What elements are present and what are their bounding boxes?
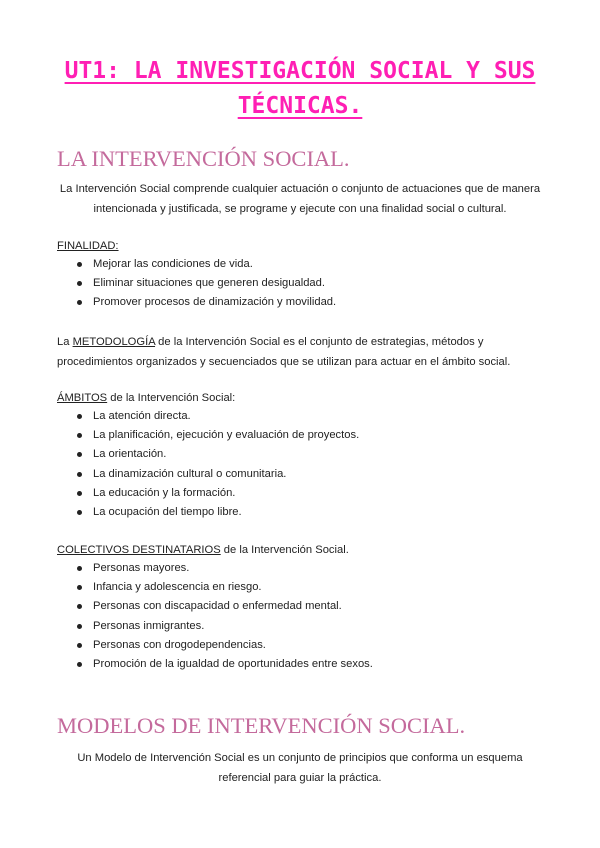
list-item: La ocupación del tiempo libre. — [57, 503, 359, 522]
bullet-icon — [77, 262, 82, 267]
bullet-icon — [77, 433, 82, 438]
colectivos-term: COLECTIVOS DESTINATARIOS — [57, 544, 221, 556]
list-item: Personas con discapacidad o enfermedad mental. — [57, 597, 373, 616]
bullet-icon — [77, 624, 82, 629]
bullet-icon — [77, 300, 82, 305]
list-item: La educación y la formación. — [57, 484, 359, 503]
colectivos-list — [57, 559, 373, 674]
ambitos-term: ÁMBITOS — [57, 392, 108, 404]
section-heading-intervencion: LA INTERVENCIÓN SOCIAL. — [57, 146, 350, 171]
bullet-icon — [77, 662, 82, 667]
document-title: UT1: LA INVESTIGACIÓN SOCIAL Y SUS TÉCNICAS. — [64, 58, 536, 119]
intervencion-definition: La Intervención Social comprende cualquier actuación o conjunto de actuaciones que de manera intencionada y justificada, se programe y ejecute con una finalidad social o cultural. — [59, 183, 541, 215]
section-heading-modelos: MODELOS DE INTERVENCIÓN SOCIAL. — [57, 713, 466, 738]
list-item: Mejorar las condiciones de vida. — [57, 255, 336, 274]
list-item: La orientación. — [57, 445, 359, 464]
bullet-icon — [77, 585, 82, 590]
list-item: La dinamización cultural o comunitaria. — [57, 465, 359, 484]
list-item: Infancia y adolescencia en riesgo. — [57, 578, 373, 597]
list-item: Eliminar situaciones que generen desigualdad. — [57, 274, 336, 293]
bullet-icon — [77, 491, 82, 496]
bullet-icon — [77, 604, 82, 609]
bullet-icon — [77, 452, 82, 457]
finalidad-label — [57, 236, 557, 256]
bullet-icon — [77, 414, 82, 419]
bullet-icon — [77, 281, 82, 286]
list-item: Promover procesos de dinamización y movilidad. — [57, 293, 336, 312]
list-item: Promoción de la igualdad de oportunidades entre sexos. — [57, 655, 373, 674]
ambitos-label: ÁMBITOS de la Intervención Social: — [57, 392, 236, 404]
list-item: Personas mayores. — [57, 559, 373, 578]
bullet-icon — [77, 510, 82, 515]
bullet-icon — [77, 472, 82, 477]
list-item: La planificación, ejecución y evaluación de proyectos. — [57, 426, 359, 445]
list-item: Personas inmigrantes. — [57, 617, 373, 636]
finalidad-term: FINALIDAD: — [57, 240, 119, 252]
list-item: Personas con drogodependencias. — [57, 636, 373, 655]
colectivos-label: COLECTIVOS DESTINATARIOS de la Intervención Social. — [57, 544, 349, 556]
list-item: La atención directa. — [57, 407, 359, 426]
modelos-definition: Un Modelo de Intervención Social es un conjunto de principios que conforma un esquema referencial para guiar la práctica. — [77, 752, 523, 784]
metodologia-term: METODOLOGÍA — [72, 336, 156, 348]
ambitos-list — [57, 407, 359, 522]
metodologia-paragraph: La METODOLOGÍA de la Intervención Social es el conjunto de estrategias, métodos y procedimientos organizados y secuenciados que se utilizan para actuar en el ámbito social. — [57, 336, 511, 368]
bullet-icon — [77, 643, 82, 648]
bullet-icon — [77, 566, 82, 571]
finalidad-list — [57, 255, 336, 313]
